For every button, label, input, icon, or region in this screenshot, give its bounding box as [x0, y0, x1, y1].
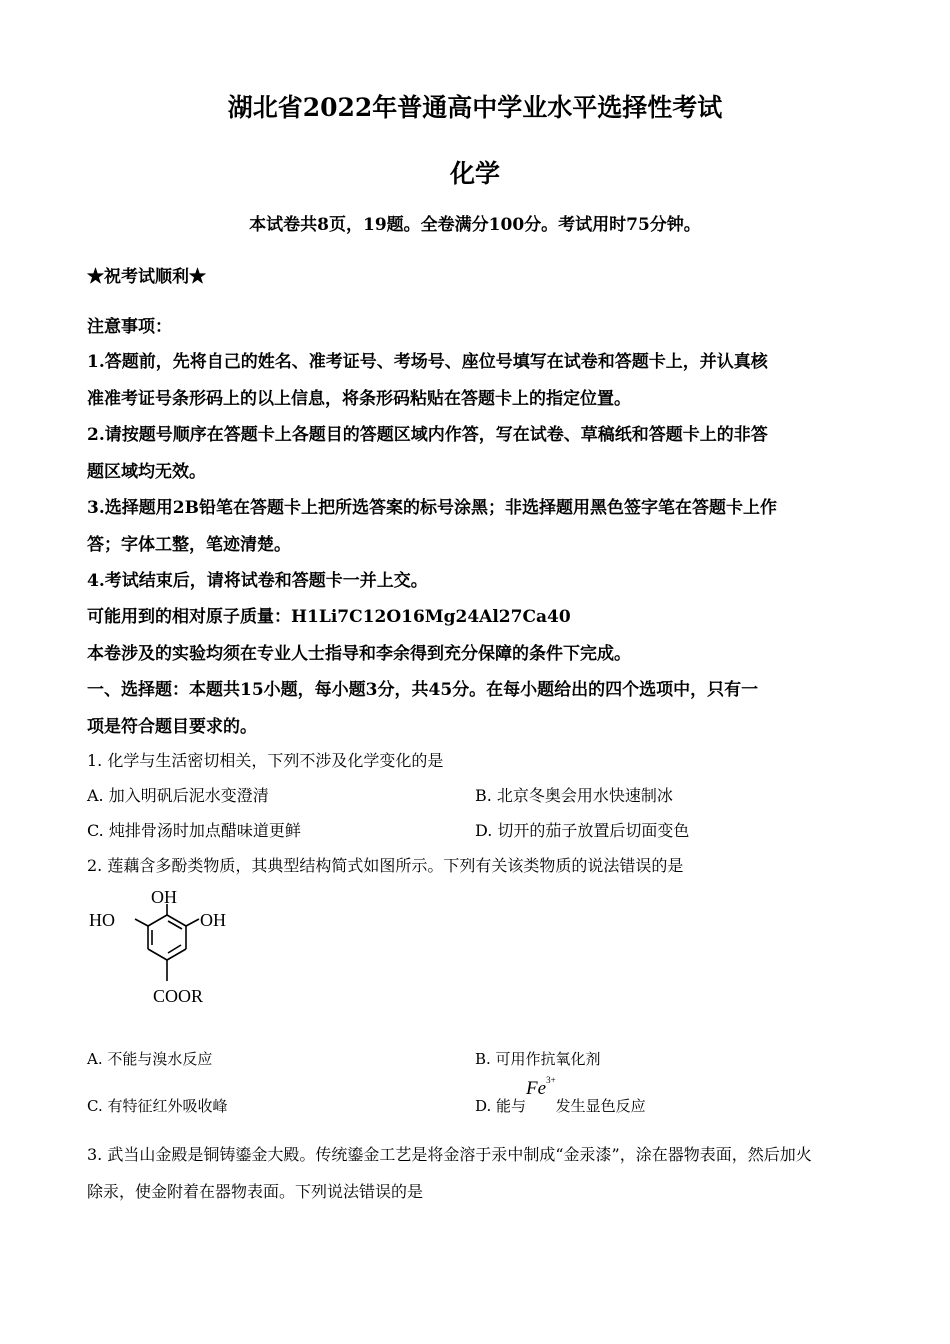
structure-coor: COOR: [153, 986, 204, 1006]
q1-option-a[interactable]: A. 加入明矾后泥水变澄清: [87, 786, 269, 805]
safety-line: 本卷涉及的实验均须在专业人士指导和李余得到充分保障的条件下完成。: [87, 644, 631, 664]
q2-option-d-suffix: 发生显色反应: [555, 1097, 646, 1115]
fe-ion-formula: [526, 1074, 556, 1099]
question-3-stem: 3. 武当山金殿是铜铸鎏金大殿。传统鎏金工艺是将金溶于汞中制成“金汞漆”，涂在器物表面，然后加火: [87, 1145, 812, 1164]
notes-line: 2.请按题号顺序在答题卡上各题目的答题区域内作答，写在试卷、草稿纸和答题卡上的非答: [87, 425, 768, 445]
q1-option-c[interactable]: C. 炖排骨汤时加点醋味道更鲜: [87, 821, 301, 840]
section-heading-cont: 项是符合题目要求的。: [87, 717, 257, 737]
notes-line: 1.答题前，先将自己的姓名、准考证号、考场号、座位号填写在试卷和答题卡上，并认真核: [87, 352, 768, 372]
q2-option-d[interactable]: [475, 1074, 646, 1115]
q1-option-d[interactable]: D. 切开的茄子放置后切面变色: [475, 821, 690, 840]
notes-heading: 注意事项：: [87, 317, 172, 337]
atomic-mass-line: 可能用到的相对原子质量：H1Li7C12O16Mg24Al27Ca40: [87, 607, 571, 627]
structure-oh-right: OH: [200, 910, 226, 930]
q2-option-d-prefix: D. 能与: [475, 1097, 527, 1115]
structure-ho-left: HO: [89, 910, 115, 930]
polyphenol-structure: [87, 885, 247, 1015]
q1-option-b[interactable]: B. 北京冬奥会用水快速制冰: [475, 786, 673, 805]
notes-line: 题区域均无效。: [87, 462, 206, 482]
exam-info: 本试卷共8页，19题。全卷满分100分。考试用时75分钟。: [249, 215, 701, 235]
notes-line: 4.考试结束后，请将试卷和答题卡一并上交。: [87, 571, 428, 591]
question-3-stem-cont: 除汞，使金附着在器物表面。下列说法错误的是: [87, 1182, 424, 1201]
question-1-stem: 1. 化学与生活密切相关，下列不涉及化学变化的是: [87, 751, 444, 770]
notes-line: 准准考证号条形码上的以上信息，将条形码粘贴在答题卡上的指定位置。: [87, 389, 631, 409]
benzene-ring: [135, 904, 199, 981]
good-luck-line: ★祝考试顺利★: [87, 267, 206, 287]
fe-charge: 3+: [546, 1074, 556, 1085]
exam-title: 湖北省2022年普通高中学业水平选择性考试: [227, 93, 723, 122]
subject-title: 化学: [449, 159, 500, 188]
q2-option-a[interactable]: A. 不能与溴水反应: [87, 1050, 213, 1068]
question-2-stem: 2. 莲藕含多酚类物质，其典型结构简式如图所示。下列有关该类物质的说法错误的是: [87, 856, 684, 875]
fe-symbol: Fe: [526, 1078, 547, 1099]
notes-line: 答；字体工整，笔迹清楚。: [87, 535, 291, 555]
section-heading: 一、选择题：本题共15小题，每小题3分，共45分。在每小题给出的四个选项中，只有一: [87, 680, 759, 700]
q2-option-c[interactable]: C. 有特征红外吸收峰: [87, 1097, 228, 1115]
q2-option-b[interactable]: B. 可用作抗氧化剂: [475, 1050, 601, 1068]
structure-oh-top: OH: [151, 887, 177, 907]
notes-line: 3.选择题用2B铅笔在答题卡上把所选答案的标号涂黑；非选择题用黑色签字笔在答题卡上作: [87, 498, 777, 518]
